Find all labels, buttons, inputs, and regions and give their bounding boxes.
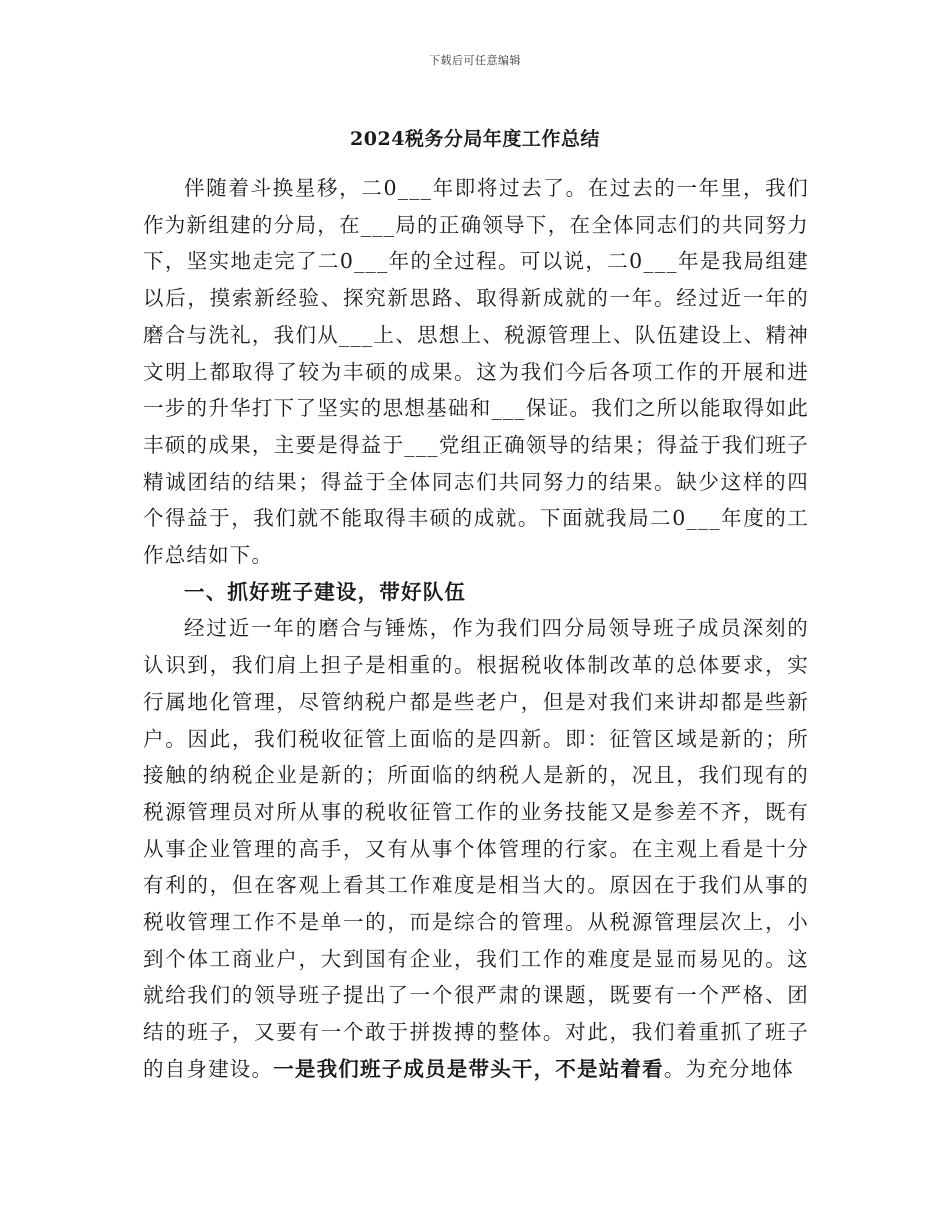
header-note: 下载后可任意编辑 [429,54,521,67]
document-title: 2024税务分局年度工作总结 [350,128,600,150]
document-body [143,170,809,1088]
paragraph-team-building-main: 经过近一年的磨合与锤炼，作为我们四分局领导班子成员深刻的认识到，我们肩上担子是相重的。根据税收体制改革的总体要求，实行属地化管理，尽管纳税户都是些老户，但是对我们来讲却都是些新户。因此，我们税收征管上面临的是四新。即：征管区域是新的；所接触的纳税企业是新的；所面临的纳税人是新的，况且，我们现有的税源管理员对所从事的税收征管工作的业务技能又是参差不齐，既有从事企业管理的高手，又有从事个体管理的行家。在主观上看是十分有利的，但在客观上看其工作难度是相当大的。原因在于我们从事的税收管理工作不是单一的，而是综合的管理。从税源管理层次上，小到个体工商业户，大到国有企业，我们工作的难度是显而易见的。这就给我们的领导班子提出了一个很严肃的课题，既要有一个严格、团结的班子，又要有一个敢于拼拨搏的整体。对此，我们着重抓了班子的自身建设。 [143,616,809,1081]
paragraph-team-building [143,610,809,1087]
section-heading-1: 一、抓好班子建设，带好队伍 [184,579,467,604]
paragraph-team-building-tail: 。为充分地体 [663,1056,795,1081]
paragraph-team-building-emphasis: 一是我们班子成员是带头干，不是站着看 [273,1056,664,1081]
paragraph-intro: 伴随着斗换星移，二0___年即将过去了。在过去的一年里，我们作为新组建的分局，在___局的正确领导下，在全体同志们的共同努力下，坚实地走完了二0___年的全过程。可以说，二0___年是我局组建以后，摸索新经验、探究新思路、取得新成就的一年。经过近一年的磨合与洗礼，我们从___上、思想上、税源管理上、队伍建设上、精神文明上都取得了较为丰硕的成果。这为我们今后各项工作的开展和进一步的升华打下了坚实的思想基础和___保证。我们之所以能取得如此丰硕的成果，主要是得益于___党组正确领导的结果；得益于我们班子精诚团结的结果；得益于全体同志们共同努力的结果。缺少这样的四个得益于，我们就不能取得丰硕的成就。下面就我局二0___年度的工作总结如下。 [143,176,809,568]
